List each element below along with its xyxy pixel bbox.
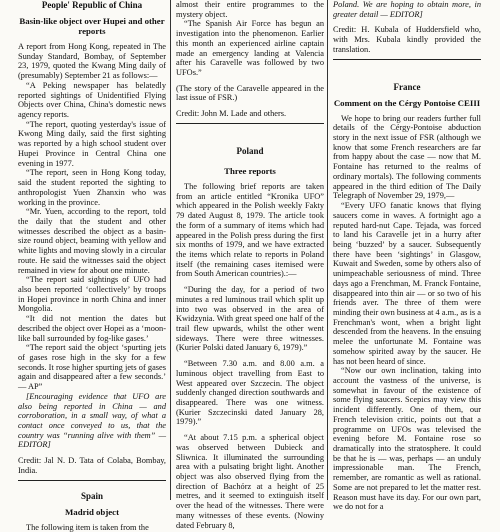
section-title-china: People' Republic of China [41,0,143,10]
article-title-hupei: Basin-like object over Hupei and other reports [19,16,165,36]
paragraph: “Every UFO fanatic knows that flying saucers come in waves. A fortnight ago a reputed hard-nut Cape. Tejada, was forced to land his Caravelle jet in a hurry after being ‘buzzed’ by a saucer. Subsequently there have been ‘sightings’ in Glasgow, Kuwait and Sweden, some by others also of unimpeachable seriousness of mind. Three days ago a Frenchman, M. Franck Fontaine, disappeared into thin air — or so two of his friends aver. The three of them were minding their own business at 4 a.m., as is a Frenchman's wont, when a bright light descended from the heavens. In the ensuing melee the unfortunate M. Fontaine was somehow spirited away by the saucer. He has not been heard of since. [333,201,481,366]
paragraph: “During the day, for a period of two minutes a red luminous trail which split up into two was observed in the area of Kwidzynia. With great speed one half of the trail flew upwards, whilst the other went sideways. There were three witnesses. (Kurier Polski dated January 6, 1979).” [176,285,324,353]
credit-line: Credit: H. Kubala of Huddersfield who, with Mrs. Kubala kindly provided the translation. [333,25,481,54]
section-title-poland: Poland [236,145,264,156]
section-title-france: France [393,81,421,92]
column-3 [333,0,481,512]
paragraph: “The report, seen in Hong Kong today, said the student reported the sighting to anthropologist Yuen Zhanxin who was working in the province. [18,168,166,207]
paragraph: “The report said sightings of UFO had also been reported ‘collectively’ by troops in Hopei province in north China and inner Mongolia. [18,275,166,314]
paragraph: “It did not mention the dates but described the object over Hopei as a ‘moon-like ball surrounded by fog-like gases.’ [18,314,166,343]
paragraph: “The report, quoting yesterday's issue of Kwong Ming daily, said the first sighting was reported by a high school student over Hupei Province in Central China one evening in 1977. [18,119,166,168]
paragraph: “The report said the object ‘spurting jets of gases rose high in the sky for a few seconds. It rose higher spurting jets of gases again and disappeared after a few seconds.’ — AP” [18,343,166,392]
article-title-madrid: Madrid object [65,506,119,517]
section-title-spain: Spain [80,490,104,501]
paragraph: “A Peking newspaper has belatedly reported sightings of Unidentified Flying Objects over China, China's domestic news agency reports. [18,80,166,120]
credit-line: Credit: John M. Lade and others. [176,109,287,119]
paragraph: “Mr. Yuen, according to the report, told the daily that the student and other witnesses described the object as a basin-size round object, beaming with yellow and white lights and moving slowly in a circular route. He said the witnesses said the object remained in view for about one minute. [18,207,166,275]
divider [18,480,166,481]
column-2 [176,0,324,530]
paragraph: A report from Hong Kong, repeated in The Sunday Standard, Bombay, of September 23, 1979, quoted the Kwang Ming daily of (presumably) September 21 as follows:— [18,42,166,81]
divider [333,59,481,60]
credit-line: Credit: Jal N. D. Tata of Colaba, Bombay, India. [18,456,166,475]
column-rule [170,0,171,500]
paragraph: (The story of the Caravelle appeared in the last issue of FSR.) [176,83,324,103]
paragraph: “Now our own inclination, taking into account the vastness of the universe, is somewhat in favour of the existence of some flying saucers. Scepics may view this incident differently. One of them, our French television critic, points out that a programme on UFOs was televised the evening before M. Fontaine rose so dramatically into the stratosphere. It could be that he is — was, perhaps — an unduly impressionable man. The French, remember, are romantic as well as rational. Some are not prepared to let the matter rest. Reason must have its day. For our own part, we do not for a [333,366,481,512]
article-title-cergy-pontoise: Comment on the Cérgy Pontoise CEIII [333,97,481,108]
paragraph: The following item is taken from the [26,522,149,532]
paragraph: “The Spanish Air Force has begun an investigation into the phenomenon. Earlier this month an experienced airline captain made an emergency landing at Valencia after his Caravelle was followed by two UFOs.” [176,19,324,78]
article-title-three-reports: Three reports [224,165,276,176]
editor-note: Poland. We are hoping to obtain more, in greater detail — EDITOR] [333,0,481,19]
paragraph: almost their entire programmes to the mystery object. [176,0,324,19]
column-1 [18,0,166,532]
divider [176,123,324,124]
editor-note: [Encouraging evidence that UFO are also being reported in China — and corroboration, in a small way, of what a contact once conveyed to us, that the country was “running alive with them” — EDITOR] [18,391,166,450]
column-rule [327,0,328,500]
paragraph: “At about 7.15 p.m. a spherical object was observed between Dubieck and Sliwnica. It illuminated the surrounding area with a pulsating bright light. Another object was also observed flying from the direction of Bachórz at a height of 25 metres, and it seemed to extinguish itself over the head of the witnesses. There were many witnesses of these events. (Nowiny dated February 8, [176,433,324,530]
paragraph: We hope to bring our readers further full details of the Cérgy-Pontoise abduction story in the next issue of FSR (although we know that some French researchers are far from happy about the case — now that M. Fontaine has returned to the realms of ordinary mortals). The following comments appeared in the third edition of The Daily Telegraph of November 29, 1979,— [333,113,481,201]
paragraph: “Between 7.30 a.m. and 8.00 a.m. a luminous object travelling from East to West appeared over Szczecin. The object suddenly changed direction southwards and disappeared. There was one witness. (Kurier Szczecinski dated January 28, 1979).” [176,359,324,427]
paragraph: The following brief reports are taken from an article entitled “Kronika UFO” which appeared in the Polish weekly Fakty 79 dated August 8, 1979. The article took the form of a summary of items which had appeared in the Polish press during the first six months of 1979, and we have extracted the items which relate to reports in Poland itself (the remaining cases itemised were from South American countries).:— [176,181,324,279]
